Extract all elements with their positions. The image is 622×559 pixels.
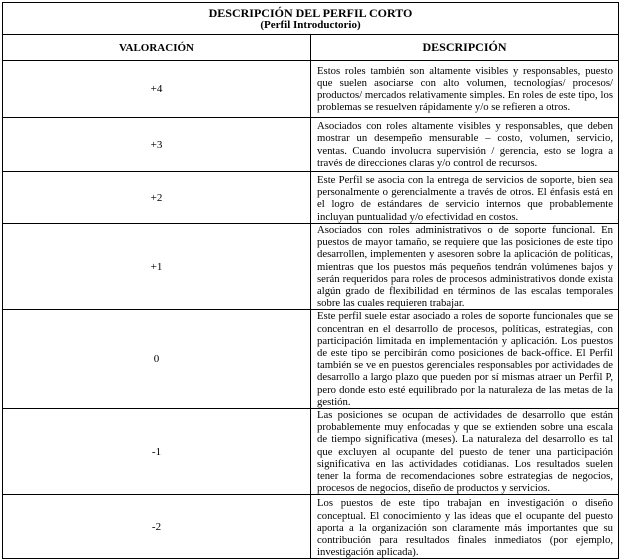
title-row: [3, 3, 619, 35]
rating-description: Estos roles también son altamente visibles y responsables, puesto que suelen asociarse con alto volumen, tecnologías/ procesos/ productos/ mercados relativamente simples. En roles de este tipo, los problemas se resuelven rápidamente y/o se refieren a otros.: [311, 61, 619, 118]
table-subtitle: (Perfil Introductorio): [260, 18, 361, 31]
table-row: [3, 495, 619, 559]
rating-value: -2: [3, 495, 311, 559]
table-row: [3, 224, 619, 310]
table-row: [3, 409, 619, 495]
profile-description-document: [2, 2, 619, 559]
rating-value: +4: [3, 61, 311, 118]
rating-description: Este perfil suele estar asociado a roles de soporte funcionales que se concentran en el desarrollo de procesos, políticas, estrategias, con participación limitada en implementación y aplicación. Los puestos de este tipo se percibirán como posiciones de back-office. El Perfil también se ve en puestos gerenciales responsables por actividades de desarrollo a largo plazo que pueden por sí mismas atraer un Perfil P, pero donde esto esté equilibrado por la naturaleza de las metas de la gestión.: [311, 310, 619, 409]
rating-value: +1: [3, 224, 311, 310]
column-header-valoracion: VALORACIÓN: [3, 35, 311, 61]
table-title: DESCRIPCIÓN DEL PERFIL CORTO: [208, 5, 413, 20]
table-row: [3, 61, 619, 118]
rating-description: Asociados con roles altamente visibles y responsables, que deben mostrar un desempeño mensurable – costo, volumen, servicio, ventas. Cuando involucra supervisión / gerencia, esto se logra a través de direcciones claras y/o control de recursos.: [311, 118, 619, 172]
table-row: [3, 310, 619, 409]
rating-description: Este Perfil se asocia con la entrega de servicios de soporte, bien sea personalmente o gerencialmente a través de otros. El énfasis está en el logro de estándares de servicio internos que probablemente incluyan puntualidad y/o efectividad en costos.: [311, 172, 619, 224]
rating-description: Los puestos de este tipo trabajan en investigación o diseño conceptual. El conocimiento y las ideas que el ocupante del puesto aporta a la organización son claramente más importantes que su contribución para resultados finales inmediatos (por ejemplo, investigación aplicada).: [311, 495, 619, 559]
rating-value: +2: [3, 172, 311, 224]
rating-description: Las posiciones se ocupan de actividades de desarrollo que están probablemente muy enfocadas y que se extienden sobre una escala de tiempo significativa (meses). La naturaleza del desarrollo es tal que excluyen al ocupante del puesto de tener una participación significativa en las actividades cotidianas. Los resultados suelen tener la forma de recomendaciones sobre estrategias de negocios, procesos de negocios, diseño de productos y servicios.: [311, 409, 619, 495]
table-title-cell: [3, 3, 619, 35]
table-row: [3, 172, 619, 224]
header-row: [3, 35, 619, 61]
table-row: [3, 118, 619, 172]
rating-value: 0: [3, 310, 311, 409]
rating-value: -1: [3, 409, 311, 495]
rating-description: Asociados con roles administrativos o de soporte funcional. En puestos de mayor tamaño, se requiere que las posiciones de este tipo desarrollen, implementen y asesoren sobre la aplicación de políticas, mientras que los puestos más pequeños tendrán volúmenes bajos y serán requeridos para roles de procesos administrativos donde exista algún grado de flexibilidad en términos de las escalas temporales sobre las cuales requieren trabajar.: [311, 224, 619, 310]
rating-value: +3: [3, 118, 311, 172]
column-header-descripcion: DESCRIPCIÓN: [311, 35, 619, 61]
profile-table: [2, 2, 619, 559]
